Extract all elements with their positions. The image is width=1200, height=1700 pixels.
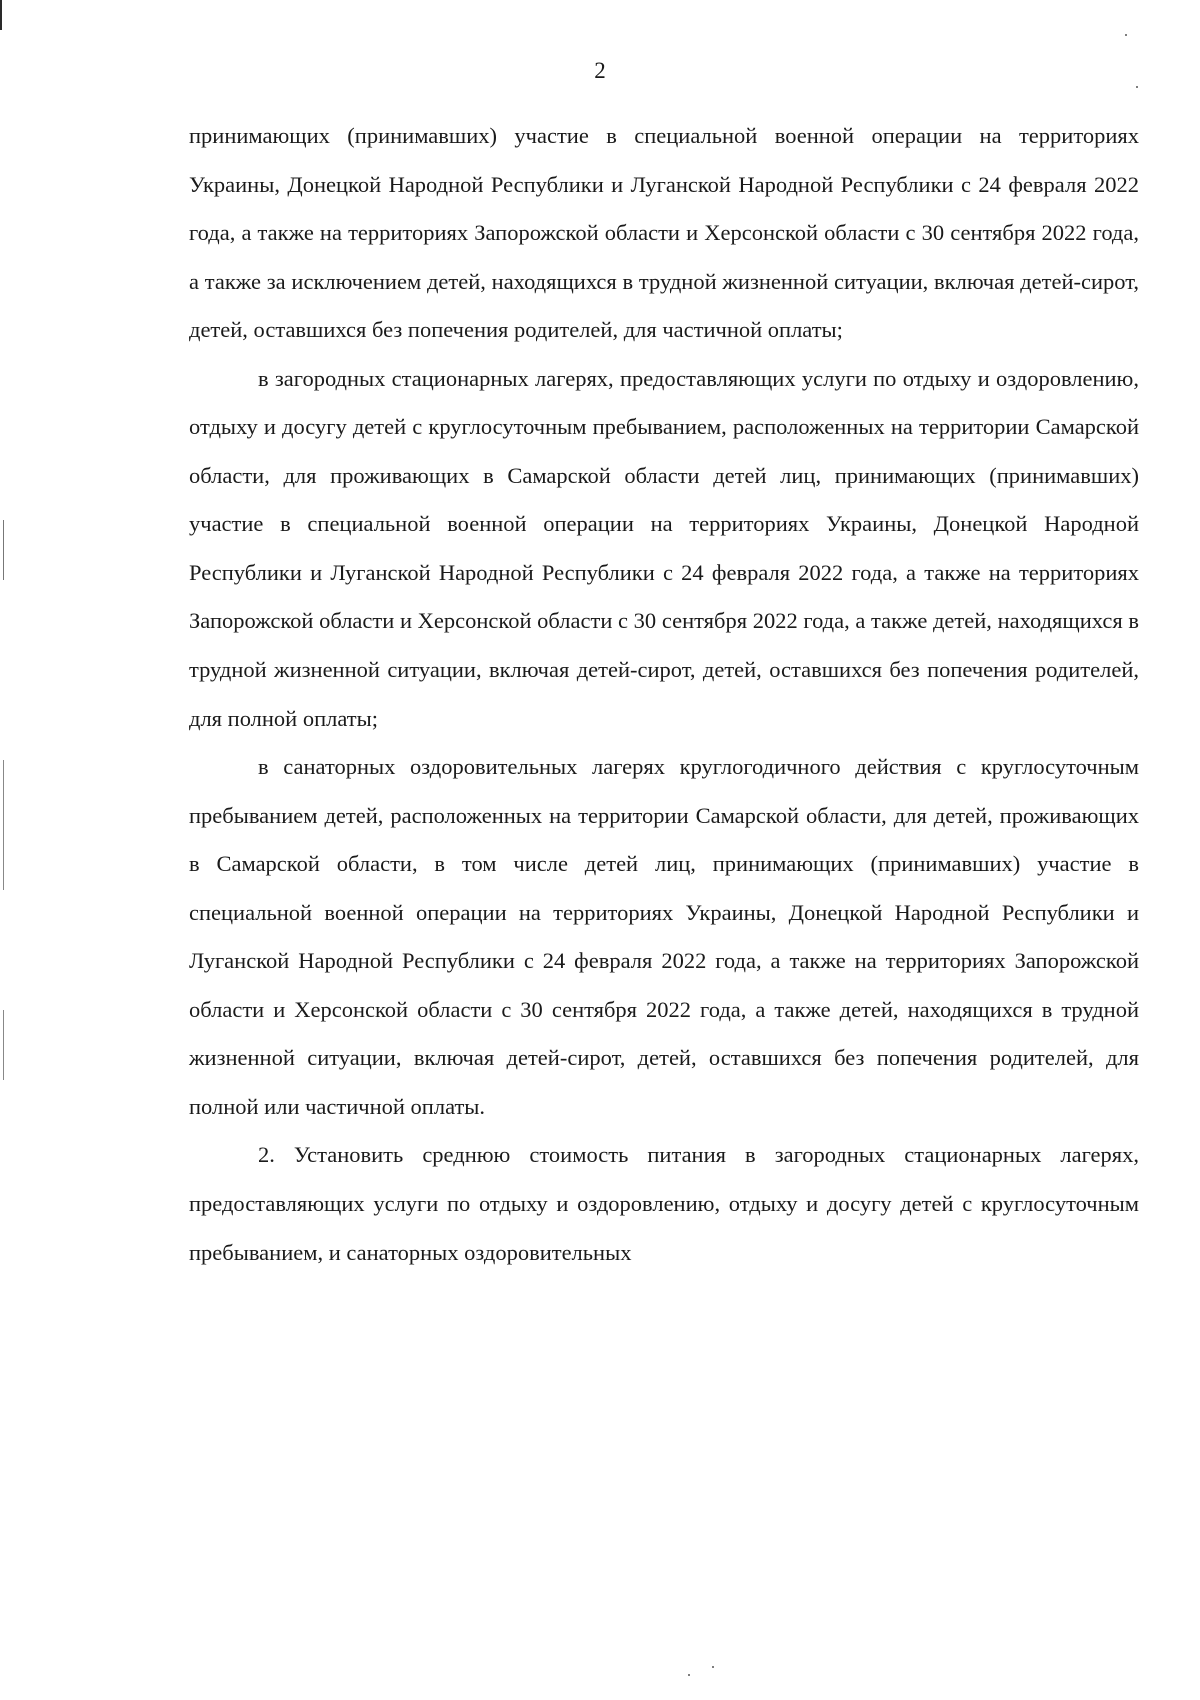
paragraph-item-2: 2. Установить среднюю стоимость питания в загородных стационарных лагерях, предоставляющих услуги по отдыху и оздоровлению, отдыху и досугу детей с круглосуточным пребыванием, и санаторных оздоровительных (189, 1142, 1139, 1265)
paragraph-sanatorium-camps: в санаторных оздоровительных лагерях круглогодичного действия с круглосуточным пребыванием детей, расположенных на территории Самарской области, для детей, проживающих в Самарской области, в том числе детей лиц, принимающих (принимавших) участие в специальной военной операции на территориях Украины, Донецкой Народной Республики и Луганской Народной Республики с 24 февраля 2022 года, а также на территориях Запорожской области и Херсонской области с 30 сентября 2022 года, а также детей, находящихся в трудной жизненной ситуации, включая детей-сирот, детей, оставшихся без попечения родителей, для полной или частичной оплаты. (189, 754, 1139, 1119)
scan-speck (712, 1666, 714, 1668)
document-body (189, 112, 1139, 1277)
page-number: 2 (594, 58, 606, 83)
scan-speck (1125, 34, 1127, 36)
scan-edge-mark (3, 760, 4, 890)
scan-edge-mark (3, 1010, 4, 1080)
paragraph-country-camps: в загородных стационарных лагерях, предоставляющих услуги по отдыху и оздоровлению, отдыху и досугу детей с круглосуточным пребыванием, расположенных на территории Самарской области, для проживающих в Самарской области детей лиц, принимающих (принимавших) участие в специальной военной операции на территориях Украины, Донецкой Народной Республики и Луганской Народной Республики с 24 февраля 2022 года, а также на территориях Запорожской области и Херсонской области с 30 сентября 2022 года, а также детей, находящихся в трудной жизненной ситуации, включая детей-сирот, детей, оставшихся без попечения родителей, для полной оплаты; (189, 365, 1139, 731)
scan-edge-mark (3, 520, 4, 580)
paragraph-continuation: принимающих (принимавших) участие в специальной военной операции на территориях Украины, Донецкой Народной Республики и Луганской Народной Республики с 24 февраля 2022 года, а также на территориях Запорожской области и Херсонской области с 30 сентября 2022 года, а также за исключением детей, находящихся в трудной жизненной ситуации, включая детей-сирот, детей, оставшихся без попечения родителей, для частичной оплаты; (189, 123, 1139, 343)
scan-edge-mark (0, 0, 2, 30)
scan-speck (1136, 86, 1138, 88)
scan-speck (688, 1674, 690, 1676)
